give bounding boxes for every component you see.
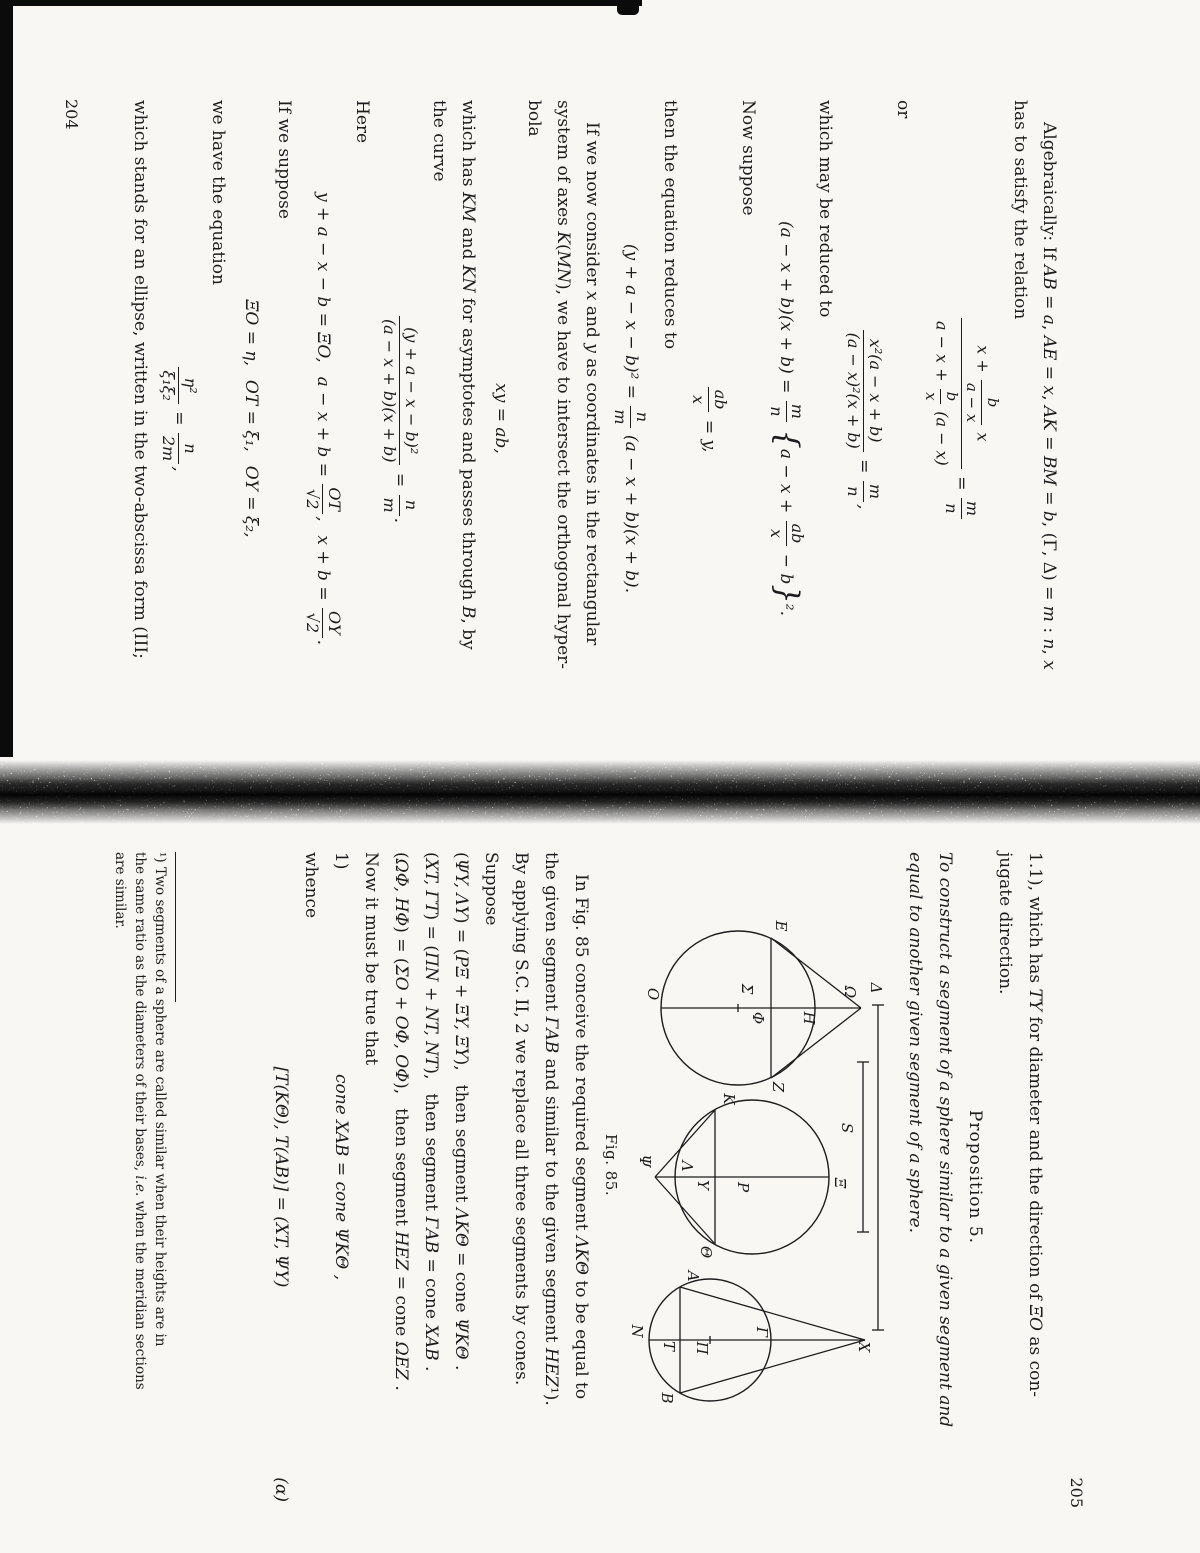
figure-point-label: Ω [841,985,859,999]
scan-edge-notch [617,0,639,15]
text-line: system of axes K(MN), we have to intersect the orthogonal hyper- [553,100,574,670]
text-line: If we now consider x and y as coordinates in the rectangular [582,122,603,646]
text-line: which may be reduced to [815,100,836,318]
display-equation: (a − x + b)(x + b) = m n {a − x + ab x − b}². [766,220,808,617]
figure-point-label: S [838,1122,856,1134]
figure-point-label: E [772,920,790,932]
figure-point-label: Γ [753,1326,771,1338]
display-equation: x + b a − x x a − x + b x (a − x) = m n [921,100,1001,737]
display-equation: y + a − x − b = ΞO, a − x + b = OT √2 , x + b = OY √2 . [302,191,344,646]
figure-point-label: Z [769,1081,787,1093]
equation-tag: (α) [271,1477,291,1502]
display-equation: xy = ab, [491,383,512,454]
figure-point-label: K [720,1093,738,1105]
text-line: (ΨY, ΛY) = (PΞ + ΞY, ΞY), then segment ΛKΘ = cone ΨKΘ . [451,852,471,1371]
figure-point-label: N [628,1324,646,1338]
scan-edge-left [0,0,13,757]
text-line: jugate direction. [995,852,1015,995]
figure-85 [598,840,898,1550]
figure-point-label: A [684,1270,702,1282]
figure-point-label: Θ [697,1245,715,1259]
text-line: has to satisfy the relation [1010,100,1030,320]
display-equation: x²(a − x + b) (a − x)²(x + b) = m n , [843,100,884,737]
figure-point-label: Y [694,1180,712,1190]
page-205-text [266,852,1050,1502]
figure-point-label: Σ [738,983,756,995]
display-equation: (y + a − x − b)² = n m (a − x + b)(x + b). [611,243,653,594]
proposition-heading: Proposition 5. [965,1109,985,1245]
text-line: are similar. [112,852,128,929]
figure-point-label: Ψ [636,1154,654,1168]
footnote [110,852,176,1480]
display-equation: ab x = y, [688,100,729,737]
display-equation: η² ξ₁ξ₂ = n 2m , [158,100,199,737]
display-equation: ΞO = η, OT = ξ₁, OY = ξ₂, [240,299,261,538]
gutter-grain [0,760,1200,824]
page-204-scan [50,85,1075,750]
text-line: then the equation reduces to [660,100,681,350]
text-line: which has KM and KN for asymptotes and passes through B, by [458,100,479,650]
scan-edge-top [0,0,642,6]
figure-point-label: Π [693,1341,711,1355]
figure-line [680,1287,865,1340]
text-line: the same ratio as the diameters of their bases, i.e. when the meridian sections [132,852,148,1390]
page-204-text [125,100,1063,737]
figure-point-label: B [658,1392,676,1404]
tagged-equation [266,852,296,1502]
page-number-205: 205 [1067,1477,1086,1508]
page-number-204: 204 [62,99,81,130]
figure-point-label: Δ [867,982,885,994]
figure-point-label: P [734,1181,752,1193]
numbered-equation [326,852,356,1502]
text-line: the curve [429,100,450,182]
footnote-text [110,852,170,1480]
equation-number: 1) [331,852,351,870]
display-equation: (y + a − x − b)² (a − x + b)(x + b) = n m . [380,100,421,737]
figure-point-label: Φ [749,1011,767,1025]
text-line: By applying S.C. II, 2 we replace all three segments by cones. [511,852,531,1386]
figure-point-label: O [644,987,662,1001]
text-line: In Fig. 85 conceive the required segment ΛKΘ to be equal to [571,874,591,1400]
figure-point-label: X [855,1341,873,1353]
figure-point-label: H [800,1011,818,1025]
text-line: equal to another given segment of a sphere. [905,852,925,1234]
text-line: which stands for an ellipse, written in the two-abscissa form (III; [130,100,151,659]
text-line: or [893,100,914,119]
figure-point-label: T [660,1340,678,1352]
page-205-text-top [900,852,1050,1502]
page-205-text-bottom [266,852,596,1502]
equation-body: [T(KΘ), T(AB)] = (XT, ΨY) [271,1066,291,1288]
text-line: Algebraically: If AB = a, AE = x, AK = BM = b, (Γ, Δ) = m : n, x [1039,122,1059,670]
footnote-rule [175,852,176,1002]
figure-85-drawing [598,840,898,1550]
text-line: we have the equation [207,100,228,285]
text-line: To construct a segment of a sphere similar to a given segment and [935,852,955,1428]
text-line: Now it must be true that [361,852,381,1066]
book-gutter [0,760,1200,824]
text-line: (XT, ΓT) = (ΠN + NT, NT), then segment ΓAB = cone XAB . [421,852,441,1372]
text-line: bola [524,100,545,137]
figure-caption: Fig. 85. [602,1133,620,1197]
equation-body: cone XAB = cone ΨKΘ , [331,1073,351,1280]
text-line: Suppose [481,852,501,926]
text-line: ¹) Two segments of a sphere are called similar when their heights are in [152,852,168,1347]
text-line: 1.1), which has TY for diameter and the direction of ΞO as con- [1025,852,1045,1398]
text-line: (ΩΦ, HΦ) = (ΣO + OΦ, OΦ), then segment HEZ = cone ΩEZ . [391,852,411,1391]
text-line: If we suppose [273,100,294,219]
text-line: whence [301,852,321,919]
text-line: Now suppose [737,100,758,216]
figure-point-label: Λ [678,1160,696,1172]
text-line: Here [351,100,372,144]
text-line: the given segment ΓAB and similar to the given segment HEZ¹). [541,852,561,1406]
page-205-scan [100,840,1090,1550]
figure-point-label: Ξ [831,1177,849,1189]
